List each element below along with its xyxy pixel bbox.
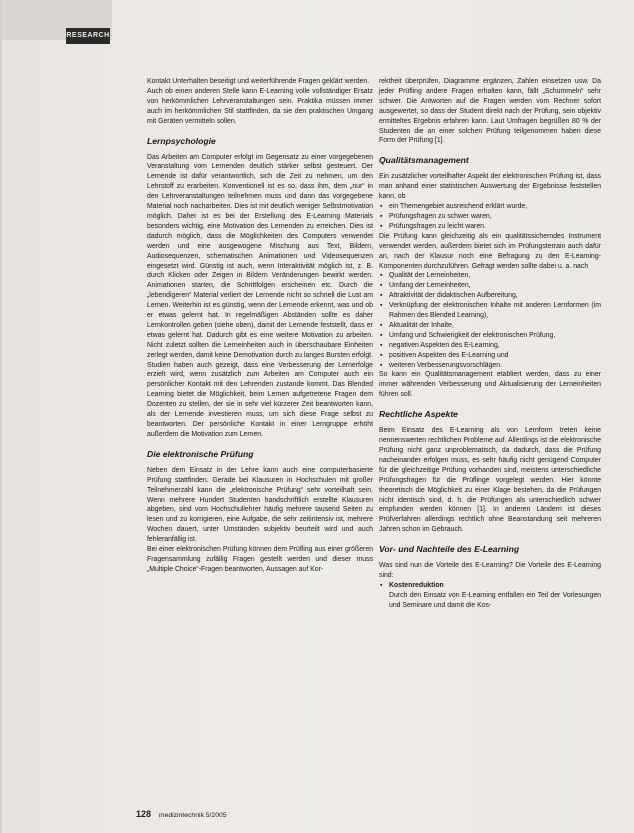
list-item: ▪ weiteren Verbesserungsvorschlägen. [379,361,601,371]
section-tag: RESEARCH [66,28,110,44]
paragraph: Ein zusätzlicher vorteilhafter Aspekt der elektronischen Prüfung ist, dass man anhand einer statistischen Auswertung der Ergebnisse feststellen kann, ob [379,173,601,201]
list-item: ▪ Verknüpfung der elektronischen Inhalte mit anderen Lernformen (im Rahmen des Blended Learning), [379,301,601,321]
page-footer [136,809,227,821]
bullet-list [379,271,601,370]
paragraph: Was sind nun die Vorteile des E-Learning? Die Vorteile des E-Learning sind: [379,562,601,580]
paragraph: Beim Einsatz des E-Learning als von Lernform treten keine nennenswerten rechtlichen Probleme auf. Allerdings ist die elektronische Prüfung nicht ganz unproblematisch, da dadurch, dass die Prüfung nacheinander erfolgen muss, es sehr häufig nicht genügend Computer für die gleichzeitige Prüfung vorhanden sind, meistens unterschiedliche Prüfungsfragen für die Prüflinge vorgelegt werden. Hier könnte theoretisch die Möglichkeit zu einer Klage bestehen, da die Prüfungen nicht identisch sind, d. h. die Prüfungen als unterschiedlich schwer empfunden werden können [1]. In anderen Ländern ist dieses Prüfverfahren allerdings rechtlich ohne Beanstandung seit mehreren Jahren schon im Gebrauch. [379,427,601,534]
list-item: ▪ Attraktivität der didaktischen Aufbereitung, [379,291,601,301]
list-item: ▪ Qualität der Lerneinheiten, [379,271,601,281]
paragraph: Die Prüfung kann gleichzeitig als ein qualitätssicherndes Instrument verwendet werden, außerdem bietet sich im Prüfungsterrain auch dafür an, nach der Klausur noch eine Befragung zu den E-Learning-Komponenten durchzuführen. Gefragt werden sollte dabei u. a. nach [379,232,601,270]
list-item: ▪ ein Themengebiet ausreichend erklärt wurde, [379,202,601,212]
paragraph: Auch ob einen anderen Stelle kann E-Learning volle vollständiger Ersatz von herkömmlichen Lehrveranstaltungen sein. Praktika müssen immer auch im herkömmlichen Stil stattfinden, da sie den praktischen Umgang mit Geräten vermitteln sollen. [147,87,373,125]
paragraph: Durch den Einsatz von E-Learning entfallen ein Teil der Vorlesungen und Seminare und damit die Kos- [389,591,601,609]
list-item: ▪ positiven Aspekten des E-Learning und [379,351,601,361]
page-edge [0,0,2,833]
paragraph: Das Arbeiten am Computer erfolgt im Gegensatz zu einer vorgegebenen Veranstaltung vom Lernenden deutlich stärker selbst gesteuert. Der Lernende ist dafür verantwortlich, sich die Zeit zu nehmen, um den Lehrstoff zu erarbeiten. Konventionell ist es so, dass ihm, dem „nur“ in den Lehrveranstaltungen teilnehmen muss und dann das vorgegebene Material noch nacharbeiten. Dies ist mit deutlich weniger Selbstmotivation möglich. Daher ist es bei der Erstellung des E-Learning Materials besonders wichtig, eine Motivation des Lernenden zu erreichen. Dies ist dadurch möglich, dass die Möglichkeiten des Computers verwendet werden und eine ausgewogene Mischung aus Text, Bildern, Audiosequenzen, schematischen Animationen und Videosequenzen eingesetzt wird. Günstig ist auch, wenn Interaktivität möglich ist, z. B. durch Klicken oder Zeigen in Bildern Veränderungen bewirkt werden. Animationen starten, die Schrittfolgen erscheinen etc. Durch die „lebendigeren“ Material verliert der Lernende nicht so schnell die Lust am Lernen. Weiterhin ist es günstig, wenn der Lernende erkennt, was und ob er etwas gelernt hat. In regelmäßigen Abständen sollte es daher Lernkontrollen geben (siehe oben), damit der Lernende feststellt, dass er etwas gelernt hat. Dadurch gibt es eine weitere Motivation zu arbeiten. Nicht zuletzt sollten die Lerneinheiten auch in überschaubare Einheiten zerlegt werden, damit keine Demotivation durch zu langes Bursten erfolgt. Studien haben auch gezeigt, dass eine Verbesserung der Lernerfolge erzielt wird, wenn zusätzlich zum Arbeiten am Computer auch ein persönlicher Kontakt mit den Lehrenden zustande kommt. Das Blended Learning bietet die Möglichkeit, beim Lernen aufgetretene Fragen dem Dozenten zu stellen, der sie in sehr viel kürzerer Zeit beantworten kann, als der Lernende investieren muss, um sich diese Frage selbst zu beantworten. Der persönliche Kontakt in einer Lerngruppe erhöht außerdem die Motivation zum Lernen. [147,153,373,438]
journal-name: medizintechnik 5/2005 [158,812,227,819]
paragraph: Kontakt Unterhalten beseitigt und weiterführende Fragen geklärt werden. [147,78,370,85]
heading-rechtliche-aspekte: Rechtliche Aspekte [379,409,458,420]
heading-vor-und-nachteile: Vor- und Nachteile des E-Learning [379,544,520,555]
heading-lernpsychologie: Lernpsychologie [147,135,216,146]
bullet-list [379,202,601,232]
right-column [379,77,601,611]
paragraph: Neben dem Einsatz in der Lehre kann auch eine computerbasierte Prüfung stattfinden. Gerade bei Klausuren in Hochschulen mit großer Teilnehmerzahl kann die „elektronische Prüfung“ sehr vorteilhaft sein. Wenn mehrere Hundert Studenten handschriftlich erstellte Klausuren abgeben, sind vom Hochschullehrer häufig mehrere tausend Seiten zu lesen und zu korrigieren, eine Aufgabe, die sehr zeitintensiv ist, mehrere Wochen dauert, unter Umständen subjektiv beurteilt wird und auch fehleranfällig ist. [147,466,373,544]
paragraph: rektheit überprüfen, Diagramme ergänzen, Zahlen einsetzen usw. Da jeder Prüfling andere Fragen erhalten kann, fällt „Schummeln“ sehr schwer. Die Antworten auf die Fragen werden vom Rechner sofort ausgewertet, so dass der Student direkt nach der Prüfung, sein objektiv ermitteltes Ergebnis erfahren kann. Laut Umfragen begrüßen 80 % der Studenten die an einer solchen Prüfung teilgenommen haben diese Form der Prüfung [1]. [379,78,601,145]
list-item: ▪ Umfang und Schwierigkeit der elektronischen Prüfung, [379,331,601,341]
list-item: ▪ negativen Aspekten des E-Learning, [379,341,601,351]
heading-elektronische-pruefung: Die elektronische Prüfung [147,448,254,459]
left-column [147,77,373,575]
list-item: ▪ Prüfungsfragen zu schwer waren, [379,212,601,222]
paragraph: So kann ein Qualitätsmanagement etabliert werden, dass zu einer immer währenden Verbesserung und Aktualisierung der Lerneinheiten führen soll. [379,371,601,399]
page-number: 128 [136,809,152,819]
list-item: ▪ Prüfungsfragen zu leicht waren. [379,222,601,232]
heading-qualitaetsmanagement: Qualitätsmanagement [379,155,469,166]
list-item: ▪ Kostenreduktion [379,581,601,591]
paragraph: Bei einer elektronischen Prüfung können dem Prüfling aus einer größeren Fragensammlung zufällig Fragen gestellt werden und dieser muss „Multiple Choice“-Fragen beantworten, Aussagen auf Kor- [147,546,373,573]
list-item: ▪ Umfang der Lerneinheiten, [379,281,601,291]
bullet-list [379,581,601,591]
list-item: ▪ Aktualität der Inhalte, [379,321,601,331]
